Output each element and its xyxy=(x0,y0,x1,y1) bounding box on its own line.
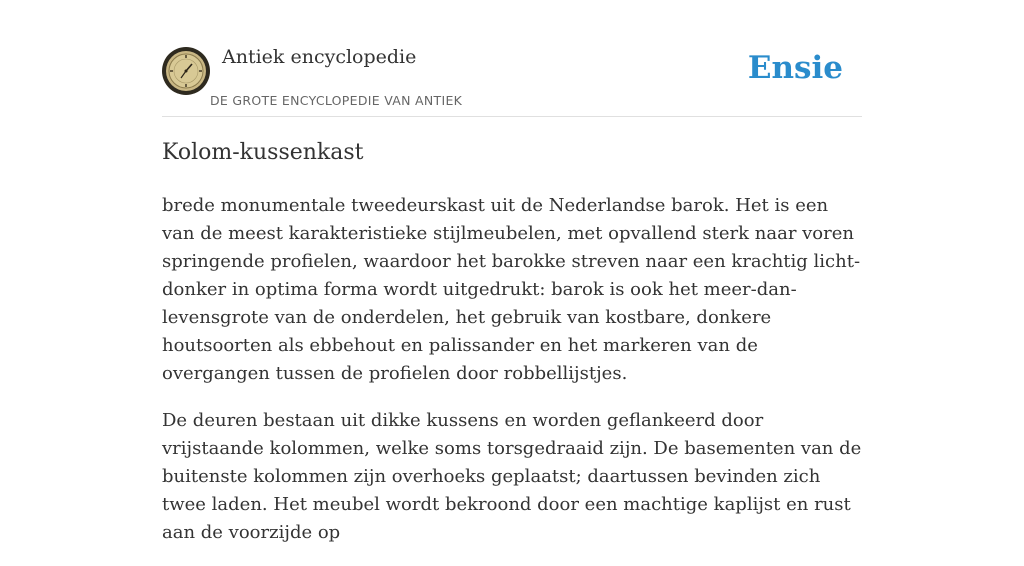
article-paragraph: brede monumentale tweedeurskast uit de Nederlandse barok. Het is een van de meest karakteristieke stijlmeubelen, met opvallend sterk naar voren springende profielen, waardoor het barokke streven naar een krachtig licht-donker in optima forma wordt uitgedrukt: barok is ook het meer-dan-levensgrote van de onderdelen, het gebruik van kostbare, donkere houtsoorten als ebbehout en palissander en het markeren van de overgangen tussen de profielen door robbellijstjes. xyxy=(162,195,861,384)
site-subtitle: DE GROTE ENCYCLOPEDIE VAN ANTIEK xyxy=(210,93,463,108)
article-body xyxy=(162,192,862,566)
antique-clock-icon[interactable] xyxy=(162,47,210,95)
article-paragraph: De deuren bestaan uit dikke kussens en worden geflankeerd door vrijstaande kolommen, welke soms torsgedraaid zijn. De basementen van de buitenste kolommen zijn overhoeks geplaatst; daartussen bevinden zich twee laden. Het meubel wordt bekroond door een machtige kaplijst en rust aan de voorzijde op xyxy=(162,410,862,543)
site-header xyxy=(162,0,862,117)
ensie-logo[interactable]: Ensie xyxy=(747,50,843,86)
site-title[interactable]: Antiek encyclopedie xyxy=(222,46,417,68)
article-title: Kolom-kussenkast xyxy=(162,140,364,165)
page xyxy=(162,0,862,543)
